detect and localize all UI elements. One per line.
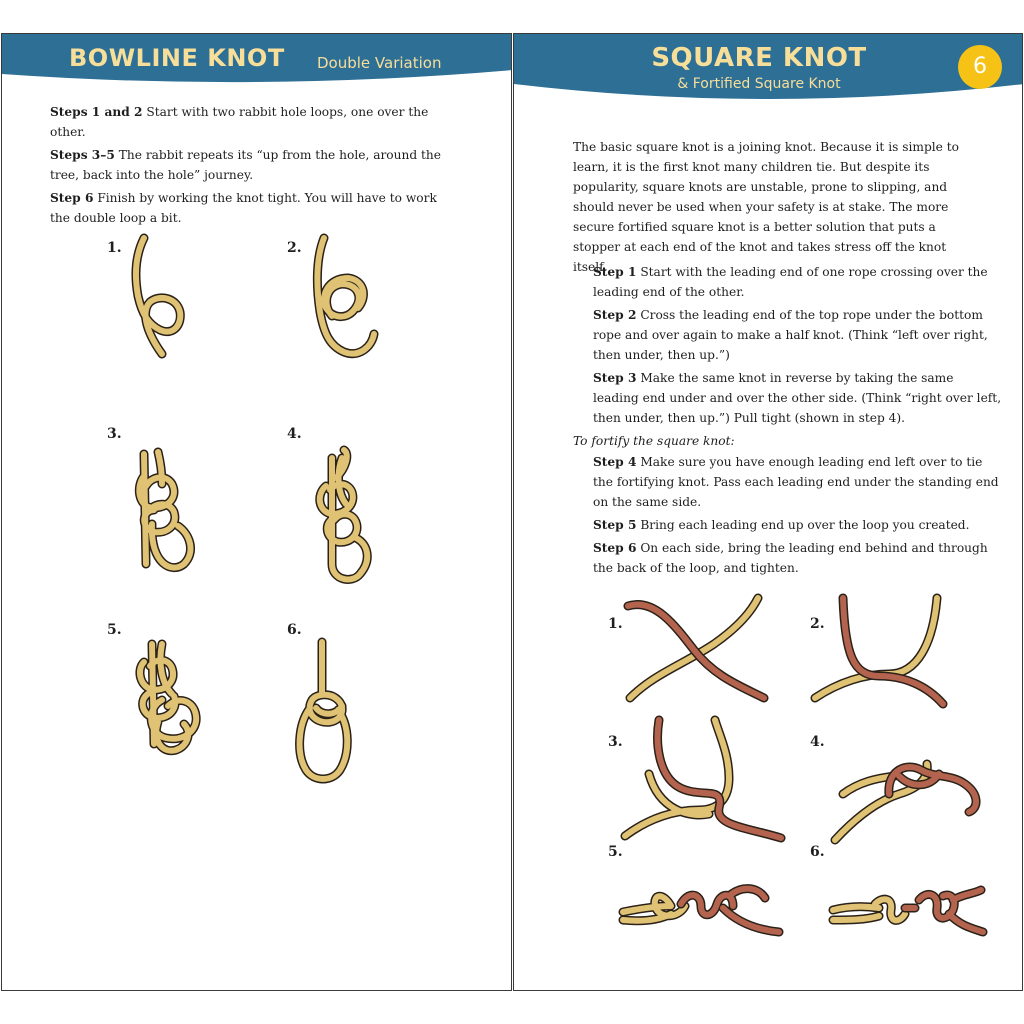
right-step-1: [593, 262, 1003, 302]
right-intro: The basic square knot is a joining knot. Because it is simple to learn, it is the first knot many children tie. But despite its popularity, square knots are unstable, prone to slipping, and should never be used when your safety is at stake. The more secure fortified square knot is a better solution that puts a stopper at each end of the knot and takes stress off the knot itself.: [573, 140, 959, 274]
step-label: Step 6: [593, 541, 637, 555]
right-fig-label-1: 1.: [608, 616, 623, 632]
step-text: Make the same knot in reverse by taking the same leading end under and over the other side. (Think “right over left, then under, then up.”) Pull tight (shown in step 4).: [593, 371, 1002, 425]
step-text: Finish by working the knot tight. You will have to work the double loop a bit.: [50, 191, 437, 225]
right-steps: [573, 262, 1003, 581]
right-fig-label-5: 5.: [608, 844, 623, 860]
step-label: Step 2: [593, 308, 637, 322]
bowline-step-2-illustration: [302, 234, 392, 384]
square-knot-step-6-illustration: [829, 834, 989, 934]
left-step-1: [50, 102, 450, 142]
left-page-subtitle: Double Variation: [317, 54, 442, 72]
left-step-2: [50, 145, 450, 185]
square-knot-step-1-illustration: [624, 594, 774, 704]
right-step-6: [593, 538, 1003, 578]
square-knot-step-4-illustration: [829, 714, 989, 844]
right-fig-label-3: 3.: [608, 734, 623, 750]
left-page-title: BOWLINE KNOT: [69, 44, 285, 72]
bowline-step-5-illustration: [122, 604, 222, 784]
bowline-step-6-illustration: [292, 604, 382, 794]
right-banner: [514, 34, 1022, 134]
right-fig-label-4: 4.: [810, 734, 825, 750]
left-page: [1, 33, 512, 991]
left-fig-label-6: 6.: [287, 622, 302, 638]
step-label: Step 6: [50, 191, 94, 205]
step-label: Step 5: [593, 518, 637, 532]
square-knot-step-5-illustration: [619, 834, 789, 934]
bowline-step-3-illustration: [122, 414, 212, 584]
square-knot-step-2-illustration: [809, 594, 959, 704]
right-step-3: [593, 368, 1003, 428]
step-text: Make sure you have enough leading end left over to tie the fortifying knot. Pass each leading end under the standing end on the same side.: [593, 455, 999, 509]
right-fig-label-2: 2.: [810, 616, 825, 632]
left-fig-label-5: 5.: [107, 622, 122, 638]
bowline-step-1-illustration: [122, 234, 202, 364]
step-text: Start with the leading end of one rope crossing over the leading end of the other.: [593, 265, 988, 299]
left-step-3: [50, 188, 450, 228]
left-fig-label-1: 1.: [107, 240, 122, 256]
step-label: Steps 3–5: [50, 148, 115, 162]
left-steps: [50, 102, 450, 231]
right-step-5: [593, 515, 1003, 535]
right-step-2: [593, 305, 1003, 365]
right-page: [513, 33, 1023, 991]
step-text: On each side, bring the leading end behind and through the back of the loop, and tighten.: [593, 541, 988, 575]
step-text: Bring each leading end up over the loop you created.: [640, 518, 970, 532]
right-fig-label-6: 6.: [810, 844, 825, 860]
left-fig-label-2: 2.: [287, 240, 302, 256]
step-text: Start with two rabbit hole loops, one over the other.: [50, 105, 429, 139]
fortify-heading: To fortify the square knot:: [573, 434, 735, 448]
left-fig-label-3: 3.: [107, 426, 122, 442]
step-label: Step 3: [593, 371, 637, 385]
right-page-title: SQUARE KNOT: [651, 43, 867, 73]
left-fig-label-4: 4.: [287, 426, 302, 442]
bowline-step-4-illustration: [302, 414, 392, 594]
square-knot-step-3-illustration: [619, 714, 789, 844]
step-label: Steps 1 and 2: [50, 105, 143, 119]
step-label: Step 1: [593, 265, 637, 279]
step-text: The rabbit repeats its “up from the hole, around the tree, back into the hole” journey.: [50, 148, 441, 182]
right-step-4: [593, 452, 1003, 512]
step-text: Cross the leading end of the top rope under the bottom rope and over again to make a half knot. (Think “left over right, then under, then up.”): [593, 308, 988, 362]
right-page-subtitle: & Fortified Square Knot: [677, 76, 841, 92]
page-number-badge: 6: [958, 45, 1002, 89]
step-label: Step 4: [593, 455, 637, 469]
